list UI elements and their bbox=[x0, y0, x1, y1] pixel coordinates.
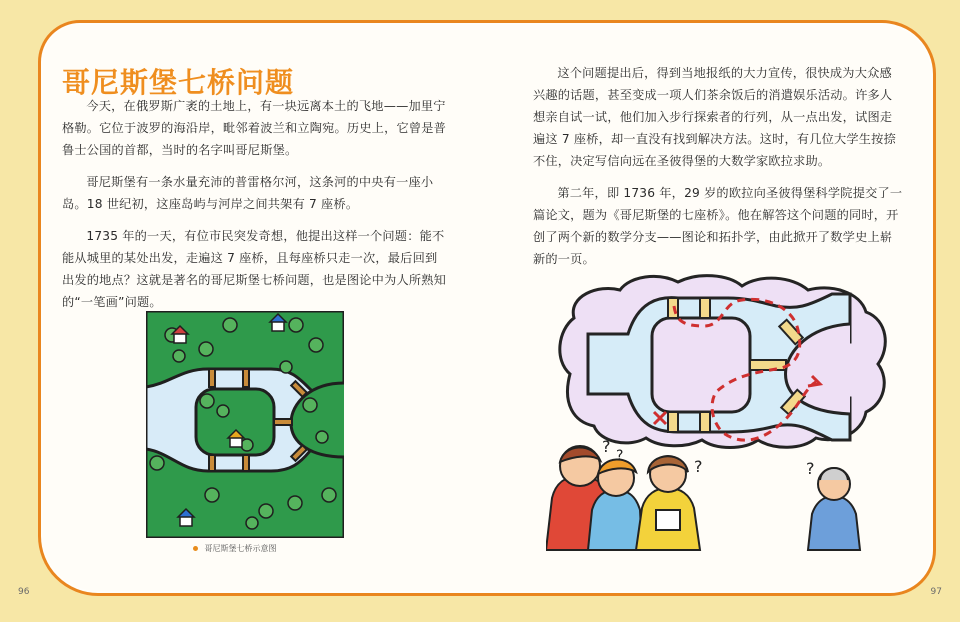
question-mark-icon: ? bbox=[602, 438, 611, 456]
bubble-svg bbox=[546, 272, 899, 452]
people-svg bbox=[546, 438, 864, 554]
bridge bbox=[243, 455, 249, 471]
bridge bbox=[274, 419, 292, 425]
caption-bullet-icon bbox=[193, 546, 198, 551]
right-body-text bbox=[533, 62, 903, 280]
left-page-number: 96 bbox=[18, 587, 30, 597]
right-paragraph-1: 这个问题提出后，得到当地报纸的大力宣传，很快成为大众感兴趣的话题，甚至变成一项人们茶余饭后的消遣娱乐活动。许多人想亲自试一试，他们加入步行探索者的行列，从一点出发，试图走遍这 7 座桥，却一直没有找到解决方法。这时，有几位大学生按捺不住，决定写信向远在圣彼得堡的大数学家欧拉求助。 bbox=[533, 66, 896, 168]
bridge bbox=[243, 369, 249, 387]
question-mark-icon: ? bbox=[616, 448, 624, 464]
bridge bbox=[209, 369, 215, 387]
people-illustration bbox=[546, 438, 864, 554]
map-caption bbox=[193, 543, 277, 554]
right-page-number: 97 bbox=[930, 587, 942, 597]
map-svg bbox=[146, 311, 344, 538]
left-body-text bbox=[62, 95, 448, 323]
person-center bbox=[636, 456, 700, 550]
person-right bbox=[808, 468, 860, 550]
question-mark-icon: ? bbox=[694, 457, 703, 476]
question-mark-icon: ? bbox=[806, 459, 815, 478]
bridge bbox=[209, 455, 215, 471]
diagram-island bbox=[652, 318, 750, 412]
right-paragraph-2: 第二年，即 1736 年，29 岁的欧拉向圣彼得堡科学院提交了一篇论文，题为《哥尼斯堡的七座桥》。他在解答这个问题的同时，开创了两个新的数学分支——图论和拓扑学，由此掀开了数学史上崭新的一页。 bbox=[533, 186, 903, 266]
thought-bubble-illustration bbox=[546, 272, 899, 452]
page-title: 哥尼斯堡七桥问题 bbox=[62, 66, 295, 99]
caption-text: 哥尼斯堡七桥示意图 bbox=[204, 544, 277, 553]
left-paragraph-1: 今天，在俄罗斯广袤的土地上，有一块远离本土的飞地——加里宁格勒。它位于波罗的海沿岸，毗邻着波兰和立陶宛。历史上，它曾是普鲁士公国的首都，当时的名字叫哥尼斯堡。 bbox=[62, 99, 447, 157]
seven-bridges-map bbox=[146, 311, 344, 538]
left-paragraph-3: 1735 年的一天，有位市民突发奇想，他提出这样一个问题：能不能从城里的某处出发，走遍这 7 座桥，且每座桥只走一次，最后回到出发的地点？这就是著名的哥尼斯堡七桥问题，也是图论中为人所熟知的“一笔画”问题。 bbox=[62, 229, 447, 309]
left-paragraph-2: 哥尼斯堡有一条水量充沛的普雷格尔河，这条河的中央有一座小岛。18 世纪初，这座岛屿与河岸之间共架有 7 座桥。 bbox=[62, 175, 434, 211]
